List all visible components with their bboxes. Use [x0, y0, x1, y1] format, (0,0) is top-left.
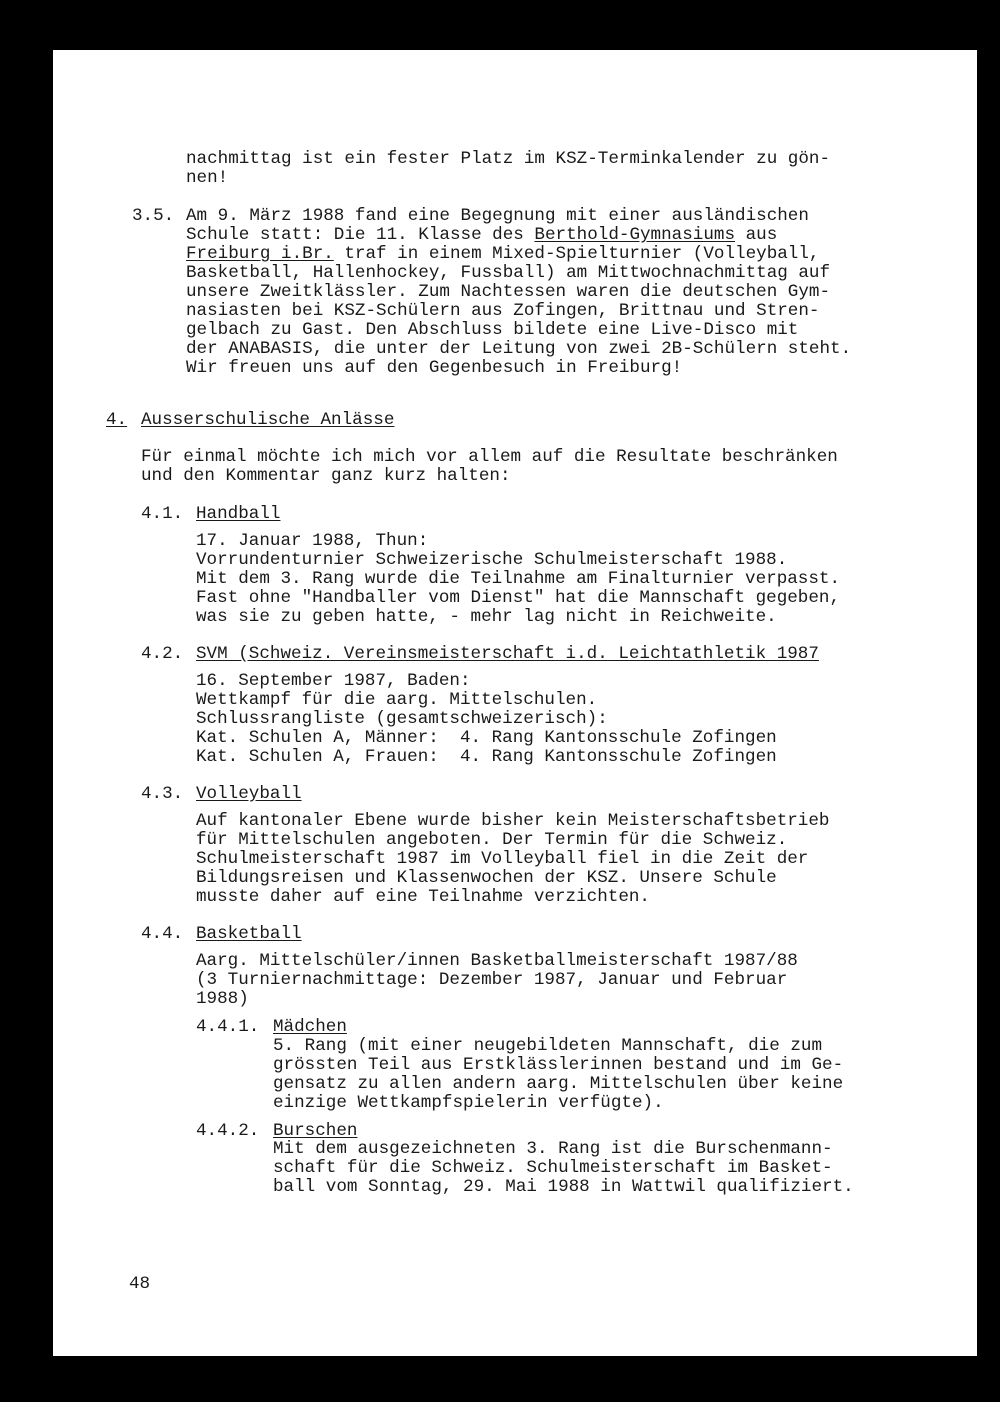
- paragraph-line: grössten Teil aus Erstklässlerinnen bestand und im Ge-: [273, 1055, 844, 1075]
- paragraph-line: (3 Turniernachmittage: Dezember 1987, Januar und Februar: [196, 970, 788, 990]
- section-number: 4.1.: [141, 504, 184, 524]
- paragraph-line: Vorrundenturnier Schweizerische Schulmeisterschaft 1988.: [196, 550, 788, 570]
- paragraph-line: 17. Januar 1988, Thun:: [196, 531, 429, 551]
- paragraph-line: Schlussrangliste (gesamtschweizerisch):: [196, 709, 608, 729]
- section-number: 4.4.1.: [196, 1017, 260, 1037]
- section-heading: SVM (Schweiz. Vereinsmeisterschaft i.d. Leichtathletik 1987: [196, 644, 819, 664]
- document-page: [53, 50, 977, 1356]
- paragraph-line: [186, 245, 819, 264]
- paragraph-line: 5. Rang (mit einer neugebildeten Mannschaft, die zum: [273, 1036, 823, 1056]
- paragraph-line: Wir freuen uns auf den Gegenbesuch in Freiburg!: [186, 358, 683, 378]
- paragraph-line: Fast ohne "Handballer vom Dienst" hat die Mannschaft gegeben,: [196, 588, 841, 608]
- paragraph-line: gensatz zu allen andern aarg. Mittelschulen über keine: [273, 1074, 844, 1094]
- paragraph-line: Aarg. Mittelschüler/innen Basketballmeisterschaft 1987/88: [196, 951, 798, 971]
- intro-line: nachmittag ist ein fester Platz im KSZ-Terminkalender zu gön-: [186, 149, 831, 169]
- paragraph-line: Kat. Schulen A, Frauen: 4. Rang Kantonsschule Zofingen: [196, 747, 777, 767]
- paragraph-line: was sie zu geben hatte, - mehr lag nicht in Reichweite.: [196, 607, 777, 627]
- paragraph-line: der ANABASIS, die unter der Leitung von zwei 2B-Schülern steht.: [186, 339, 852, 359]
- paragraph-line: Für einmal möchte ich mich vor allem auf die Resultate beschränken: [141, 447, 838, 467]
- paragraph-line: 1988): [196, 989, 249, 1009]
- paragraph-line: ball vom Sonntag, 29. Mai 1988 in Wattwil qualifiziert.: [273, 1177, 854, 1197]
- paragraph-line: [186, 226, 777, 245]
- paragraph-line: Am 9. März 1988 fand eine Begegnung mit einer ausländischen: [186, 206, 809, 226]
- page-number: 48: [129, 1274, 151, 1294]
- section-heading: Burschen: [273, 1121, 358, 1141]
- section-heading: Handball: [196, 504, 281, 524]
- paragraph-line: nasiasten bei KSZ-Schülern aus Zofingen, Brittnau und Stren-: [186, 301, 820, 321]
- paragraph-line: musste daher auf eine Teilnahme verzichten.: [196, 887, 650, 907]
- paragraph-line: Bildungsreisen und Klassenwochen der KSZ. Unsere Schule: [196, 868, 777, 888]
- paragraph-line: Auf kantonaler Ebene wurde bisher kein Meisterschaftsbetrieb: [196, 811, 830, 831]
- freiburg-text: Freiburg i.Br.: [186, 244, 334, 264]
- paragraph-line: für Mittelschulen angeboten. Der Termin für die Schweiz.: [196, 830, 788, 850]
- intro-line: nen!: [186, 168, 229, 188]
- paragraph-line: Mit dem ausgezeichneten 3. Rang ist die Burschenmann-: [273, 1139, 833, 1159]
- paragraph-line: Basketball, Hallenhockey, Fussball) am Mittwochnachmittag auf: [186, 263, 831, 283]
- section-heading: Mädchen: [273, 1017, 347, 1037]
- paragraph-line: 16. September 1987, Baden:: [196, 671, 471, 691]
- text-run: Schule statt: Die 11. Klasse des: [186, 225, 535, 245]
- section-heading: Ausserschulische Anlässe: [141, 410, 395, 430]
- berthold-gymnasium-text: Berthold-Gymnasiums: [534, 225, 736, 245]
- section-number: 4.4.: [141, 924, 184, 944]
- section-heading: Volleyball: [196, 784, 302, 804]
- paragraph-line: Kat. Schulen A, Männer: 4. Rang Kantonsschule Zofingen: [196, 728, 777, 748]
- section-number: 4.2.: [141, 644, 184, 664]
- paragraph-line: Wettkampf für die aarg. Mittelschulen.: [196, 690, 598, 710]
- section-number: 3.5.: [132, 206, 175, 226]
- section-number: 4.3.: [141, 784, 184, 804]
- paragraph-line: und den Kommentar ganz kurz halten:: [141, 466, 511, 486]
- text-run: aus: [735, 225, 778, 245]
- section-number: 4.4.2.: [196, 1121, 260, 1141]
- text-run: traf in einem Mixed-Spielturnier (Volleyball,: [333, 244, 820, 264]
- paragraph-line: einzige Wettkampfspielerin verfügte).: [273, 1093, 664, 1113]
- section-heading: Basketball: [196, 924, 302, 944]
- paragraph-line: unsere Zweitklässler. Zum Nachtessen waren die deutschen Gym-: [186, 282, 831, 302]
- paragraph-line: Mit dem 3. Rang wurde die Teilnahme am Finalturnier verpasst.: [196, 569, 841, 589]
- paragraph-line: gelbach zu Gast. Den Abschluss bildete eine Live-Disco mit: [186, 320, 799, 340]
- paragraph-line: schaft für die Schweiz. Schulmeisterschaft im Basket-: [273, 1158, 833, 1178]
- paragraph-line: Schulmeisterschaft 1987 im Volleyball fiel in die Zeit der: [196, 849, 809, 869]
- section-number: 4.: [106, 410, 128, 430]
